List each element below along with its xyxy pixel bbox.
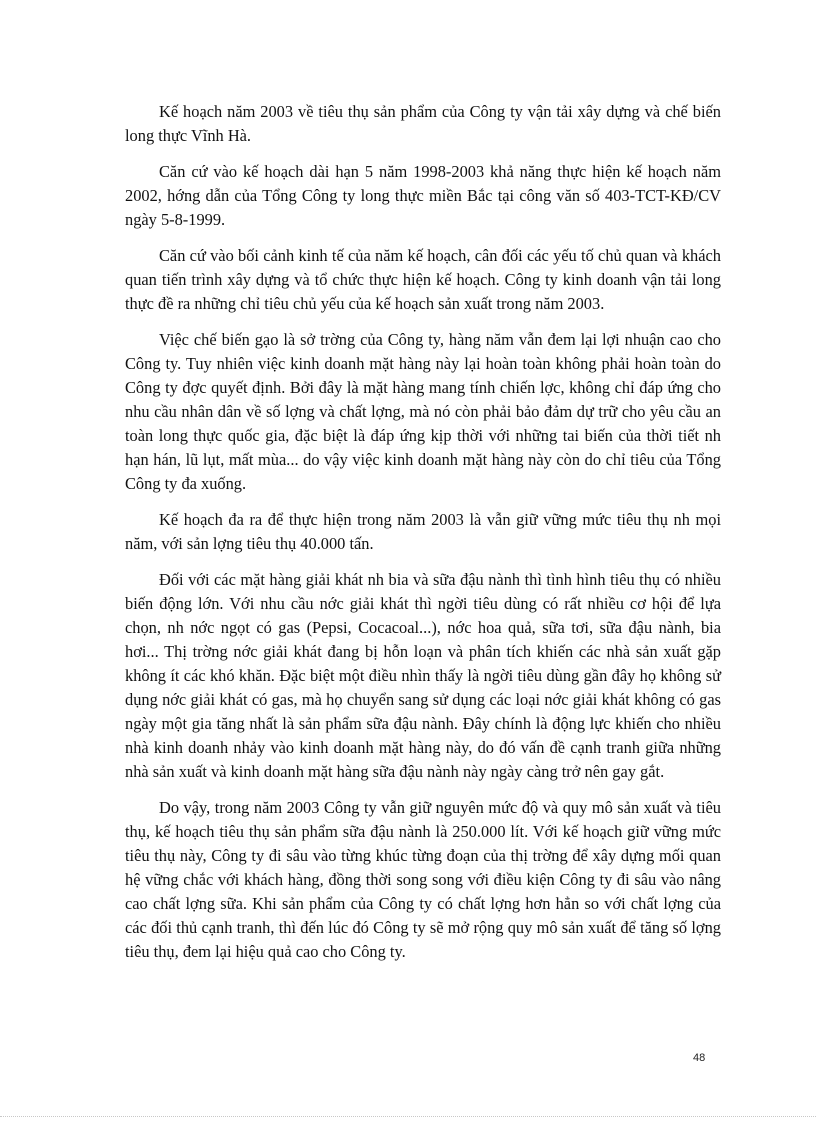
paragraph-long-term-plan: Căn cứ vào kế hoạch dài hạn 5 năm 1998-2003 khả năng thực hiện kế hoạch năm 2002, hớng dẫn của Tổng Công ty long thực miền Bắc tại công văn số 403-TCT-KĐ/CV ngày 5-8-1999. [125, 162, 721, 229]
page-bottom-divider [0, 1116, 816, 1117]
paragraph-economic-context: Căn cứ vào bối cảnh kinh tế của năm kế hoạch, cân đối các yếu tố chủ quan và khách quan tiến trình xây dựng và tổ chức thực hiện kế hoạch. Công ty kinh doanh vận tải long thực đề ra những chỉ tiêu chủ yếu của kế hoạch sản xuất trong năm 2003. [125, 246, 721, 313]
paragraph-rice-target: Kế hoạch đa ra để thực hiện trong năm 2003 là vẫn giữ vững mức tiêu thụ nh mọi năm, với sản lợng tiêu thụ 40.000 tấn. [125, 510, 721, 553]
body-text [125, 100, 721, 976]
page-number: 48 [693, 1052, 706, 1064]
paragraph-soy-milk-plan: Do vậy, trong năm 2003 Công ty vẫn giữ nguyên mức độ và quy mô sản xuất và tiêu thụ, kế hoạch tiêu thụ sản phẩm sữa đậu nành là 250.000 lít. Với kế hoạch giữ vững mức tiêu thụ này, Công ty đi sâu vào từng khúc từng đoạn của thị trờng để xây dựng mối quan hệ vững chắc với khách hàng, đồng thời song song với điều kiện Công ty đi sâu vào nâng cao chất lợng sữa. Khi sản phẩm của Công ty có chất lợng hơn hẳn so với chất lợng của các đối thủ cạnh tranh, thì đến lúc đó Công ty sẽ mở rộng quy mô sản xuất để tăng số lợng tiêu thụ, đem lại hiệu quả cao cho Công ty. [125, 798, 721, 961]
paragraph-beverages: Đối với các mặt hàng giải khát nh bia và sữa đậu nành thì tình hình tiêu thụ có nhiều biến động lớn. Với nhu cầu nớc giải khát thì ngời tiêu dùng có rất nhiều cơ hội để lựa chọn, nh nớc ngọt có gas (Pepsi, Cocacoal...), nớc hoa quả, sữa tơi, sữa đậu nành, bia hơi... Thị trờng nớc giải khát đang bị hỗn loạn và phân tích khiến các nhà sản xuất gặp không ít các khó khăn. Đặc biệt một điều nhìn thấy là ngời tiêu dùng gần đây họ không sử dụng nớc giải khát có gas, mà họ chuyển sang sử dụng các loại nớc giải khát không có gas ngày một gia tăng nhất là sản phẩm sữa đậu nành. Đây chính là động lực khiến cho nhiều nhà kinh doanh nhảy vào kinh doanh mặt hàng này, do đó vấn đề cạnh tranh giữa những nhà sản xuất và kinh doanh mặt hàng sữa đậu nành này ngày càng trở nên gay gắt. [125, 570, 721, 781]
paragraph-plan-2003: Kế hoạch năm 2003 về tiêu thụ sản phẩm của Công ty vận tải xây dựng và chế biến long thực Vĩnh Hà. [125, 102, 721, 145]
paragraph-rice-processing: Việc chế biến gạo là sở trờng của Công ty, hàng năm vẫn đem lại lợi nhuận cao cho Công ty. Tuy nhiên việc kinh doanh mặt hàng này lại hoàn toàn không phải hoàn toàn do Công ty đợc quyết định. Bởi đây là mặt hàng mang tính chiến lợc, không chỉ đáp ứng cho nhu cầu nhân dân về số lợng và chất lợng, mà nó còn phải bảo đảm dự trữ cho yêu cầu an toàn long thực quốc gia, đặc biệt là đáp ứng kịp thời với những tai biến của thời tiết nh hạn hán, lũ lụt, mất mùa... do vậy việc kinh doanh mặt hàng này còn do chỉ tiêu của Tổng Công ty đa xuống. [125, 330, 721, 493]
